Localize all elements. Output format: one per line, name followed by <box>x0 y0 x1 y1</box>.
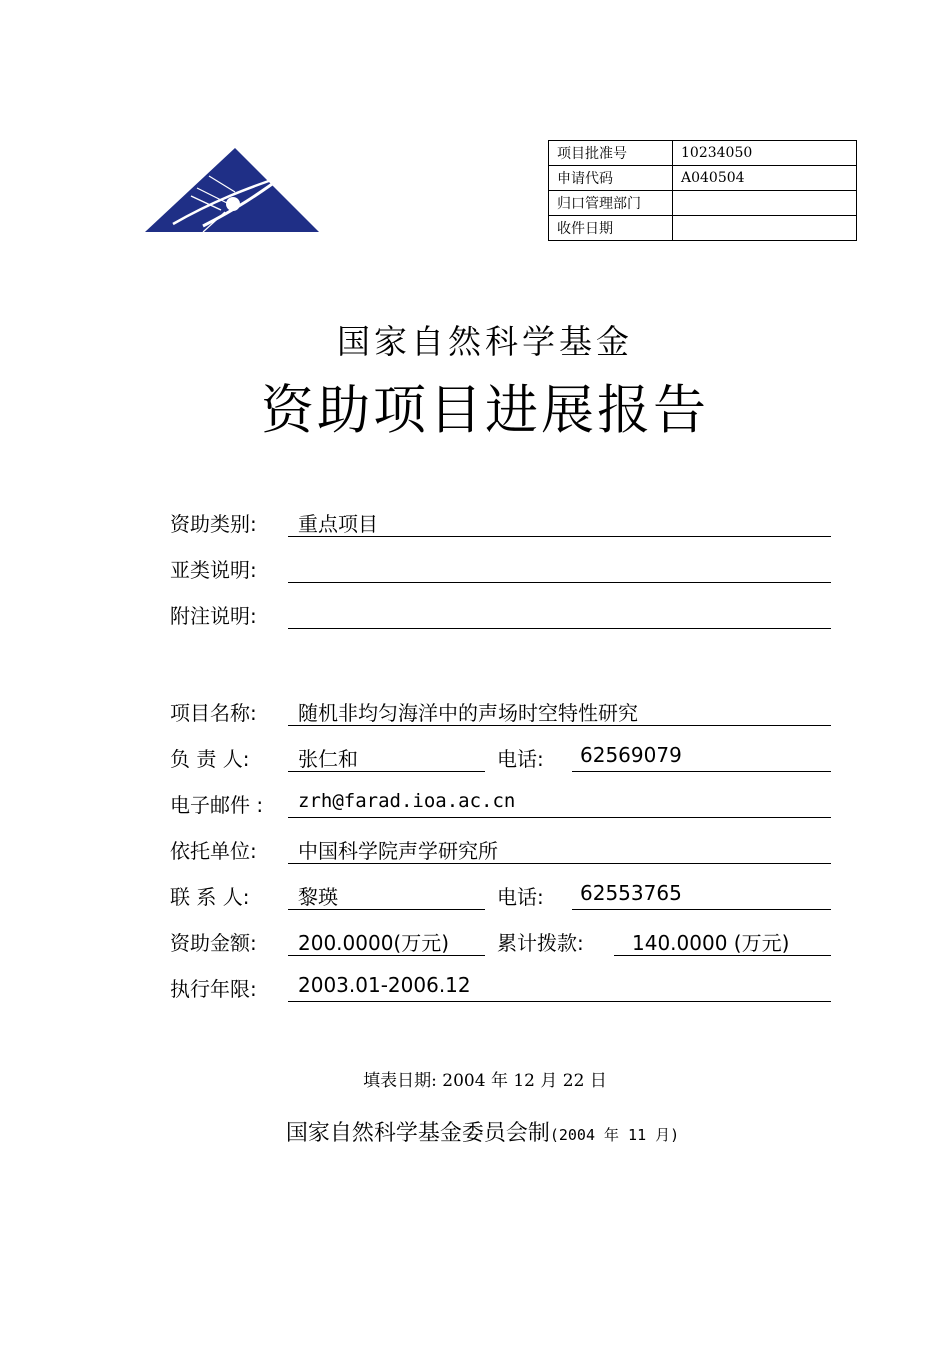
approval-number-label: 项目批准号 <box>549 141 673 166</box>
email-underline <box>288 817 831 818</box>
leader-label: 负 责 人: <box>170 747 250 771</box>
table-row <box>549 191 857 216</box>
amount-value: 200.0000(万元) <box>298 931 450 955</box>
email-label: 电子邮件 : <box>170 793 264 817</box>
amount-label: 资助金额: <box>170 931 257 955</box>
footer-edition: (2004 年 11 月) <box>549 1126 680 1144</box>
contact-label: 联 系 人: <box>170 885 250 909</box>
subclass-underline <box>288 582 831 583</box>
note-label: 附注说明: <box>170 604 257 628</box>
contact-phone-underline <box>572 909 831 910</box>
fill-date: 填表日期: 2004 年 12 月 22 日 <box>363 1071 607 1091</box>
table-row <box>549 141 857 166</box>
nsfc-logo-icon <box>143 146 321 234</box>
period-value: 2003.01-2006.12 <box>298 973 471 997</box>
receipt-date-value <box>673 216 857 241</box>
contact-phone-label: 电话: <box>497 885 544 909</box>
contact-value: 黎瑛 <box>298 885 338 909</box>
receipt-date-label: 收件日期 <box>549 216 673 241</box>
project-name-value: 随机非均匀海洋中的声场时空特性研究 <box>298 701 638 725</box>
subclass-label: 亚类说明: <box>170 558 257 582</box>
approval-info-table <box>548 140 857 241</box>
period-label: 执行年限: <box>170 977 257 1001</box>
report-title: 资助项目进展报告 <box>261 380 709 441</box>
leader-phone-value: 62569079 <box>580 743 682 767</box>
project-name-label: 项目名称: <box>170 701 257 725</box>
institution-value: 中国科学院声学研究所 <box>298 839 498 863</box>
allocated-label: 累计拨款: <box>497 931 584 955</box>
application-code-label: 申请代码 <box>549 166 673 191</box>
funding-type-label: 资助类别: <box>170 512 257 536</box>
allocated-value: 140.0000 (万元) <box>632 931 790 955</box>
table-row <box>549 216 857 241</box>
table-row <box>549 166 857 191</box>
leader-phone-label: 电话: <box>497 747 544 771</box>
email-value: zrh@farad.ioa.ac.cn <box>298 790 516 812</box>
period-underline <box>288 1001 831 1002</box>
funding-type-value: 重点项目 <box>298 512 378 536</box>
note-underline <box>288 628 831 629</box>
institution-label: 依托单位: <box>170 839 257 863</box>
leader-phone-underline <box>572 771 831 772</box>
approval-number-value: 10234050 <box>673 141 857 166</box>
footer-maker: 国家自然科学基金委员会制 <box>285 1121 550 1146</box>
organization-title: 国家自然科学基金 <box>337 322 633 361</box>
department-value <box>673 191 857 216</box>
contact-phone-value: 62553765 <box>580 881 682 905</box>
footer <box>0 1116 950 1147</box>
application-code-value: A040504 <box>673 166 857 191</box>
leader-value: 张仁和 <box>298 747 358 771</box>
department-label: 归口管理部门 <box>549 191 673 216</box>
